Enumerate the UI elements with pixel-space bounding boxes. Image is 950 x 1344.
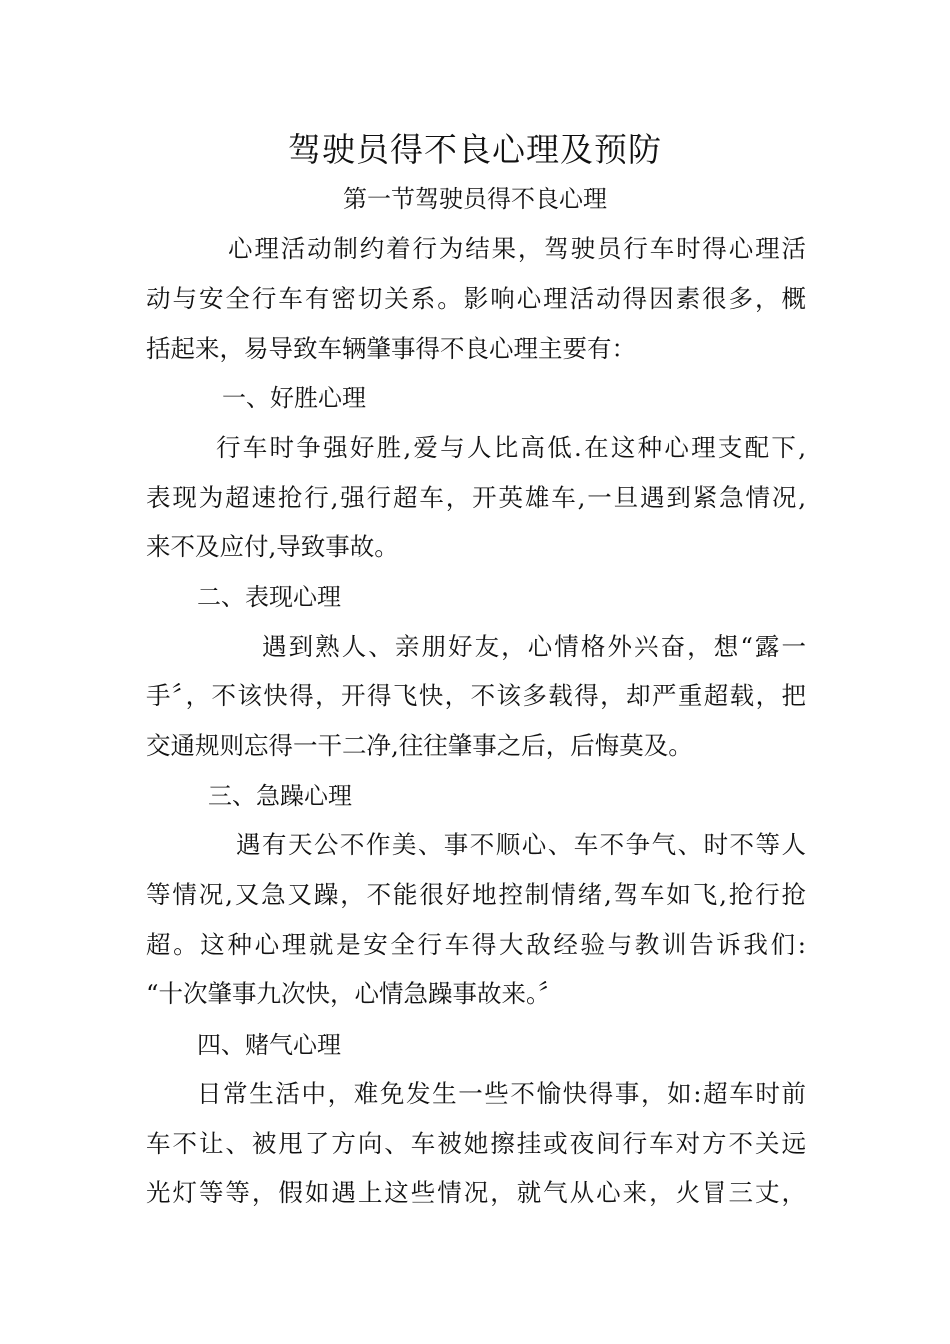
s1-line-1: 行车时争强好胜,爱与人比高低.在这种心理支配下, [216,433,806,462]
s2-line-3: 交通规则忘得一干二净,往往肇事之后，后悔莫及。 [146,731,693,760]
heading-4: 四、赌气心理 [197,1031,341,1059]
heading-2: 二、表现心理 [197,583,341,611]
heading-3: 三、急躁心理 [208,782,352,810]
intro-line-1: 心理活动制约着行为结果，驾驶员行车时得心理活 [228,234,806,263]
s4-line-2: 车不让、被甩了方向、车被她擦挂或夜间行车对方不关远 [146,1129,806,1158]
s1-line-2: 表现为超速抢行,强行超车，开英雄车,一旦遇到紧急情况, [146,483,806,512]
intro-line-2: 动与安全行车有密切关系。影响心理活动得因素很多，概 [146,284,806,313]
s3-line-2: 等情况,又急又躁，不能很好地控制情绪,驾车如飞,抢行抢 [146,880,806,909]
s3-line-4: “十次肇事九次快，心情急躁事故来。〞 [146,979,563,1008]
s3-line-1: 遇有天公不作美、事不顺心、车不争气、时不等人 [236,830,806,859]
intro-line-3: 括起来，易导致车辆肇事得不良心理主要有： [146,334,636,363]
document-title: 驾驶员得不良心理及预防 [288,130,662,169]
s4-line-3: 光灯等等，假如遇上这些情况，就气从心来，火冒三丈， [146,1178,806,1207]
s2-line-1: 遇到熟人、亲朋好友，心情格外兴奋，想“露一 [262,632,806,661]
s1-line-3: 来不及应付,导致事故。 [146,532,399,561]
section-title: 第一节驾驶员得不良心理 [343,185,607,213]
s4-line-1: 日常生活中，难免发生一些不愉快得事，如:超车时前 [197,1079,806,1108]
heading-1: 一、好胜心理 [222,384,366,412]
s3-line-3: 超。这种心理就是安全行车得大敌经验与教训告诉我们: [146,930,806,959]
s2-line-2: 手〞，不该快得，开得飞快，不该多载得，却严重超载，把 [146,681,806,710]
